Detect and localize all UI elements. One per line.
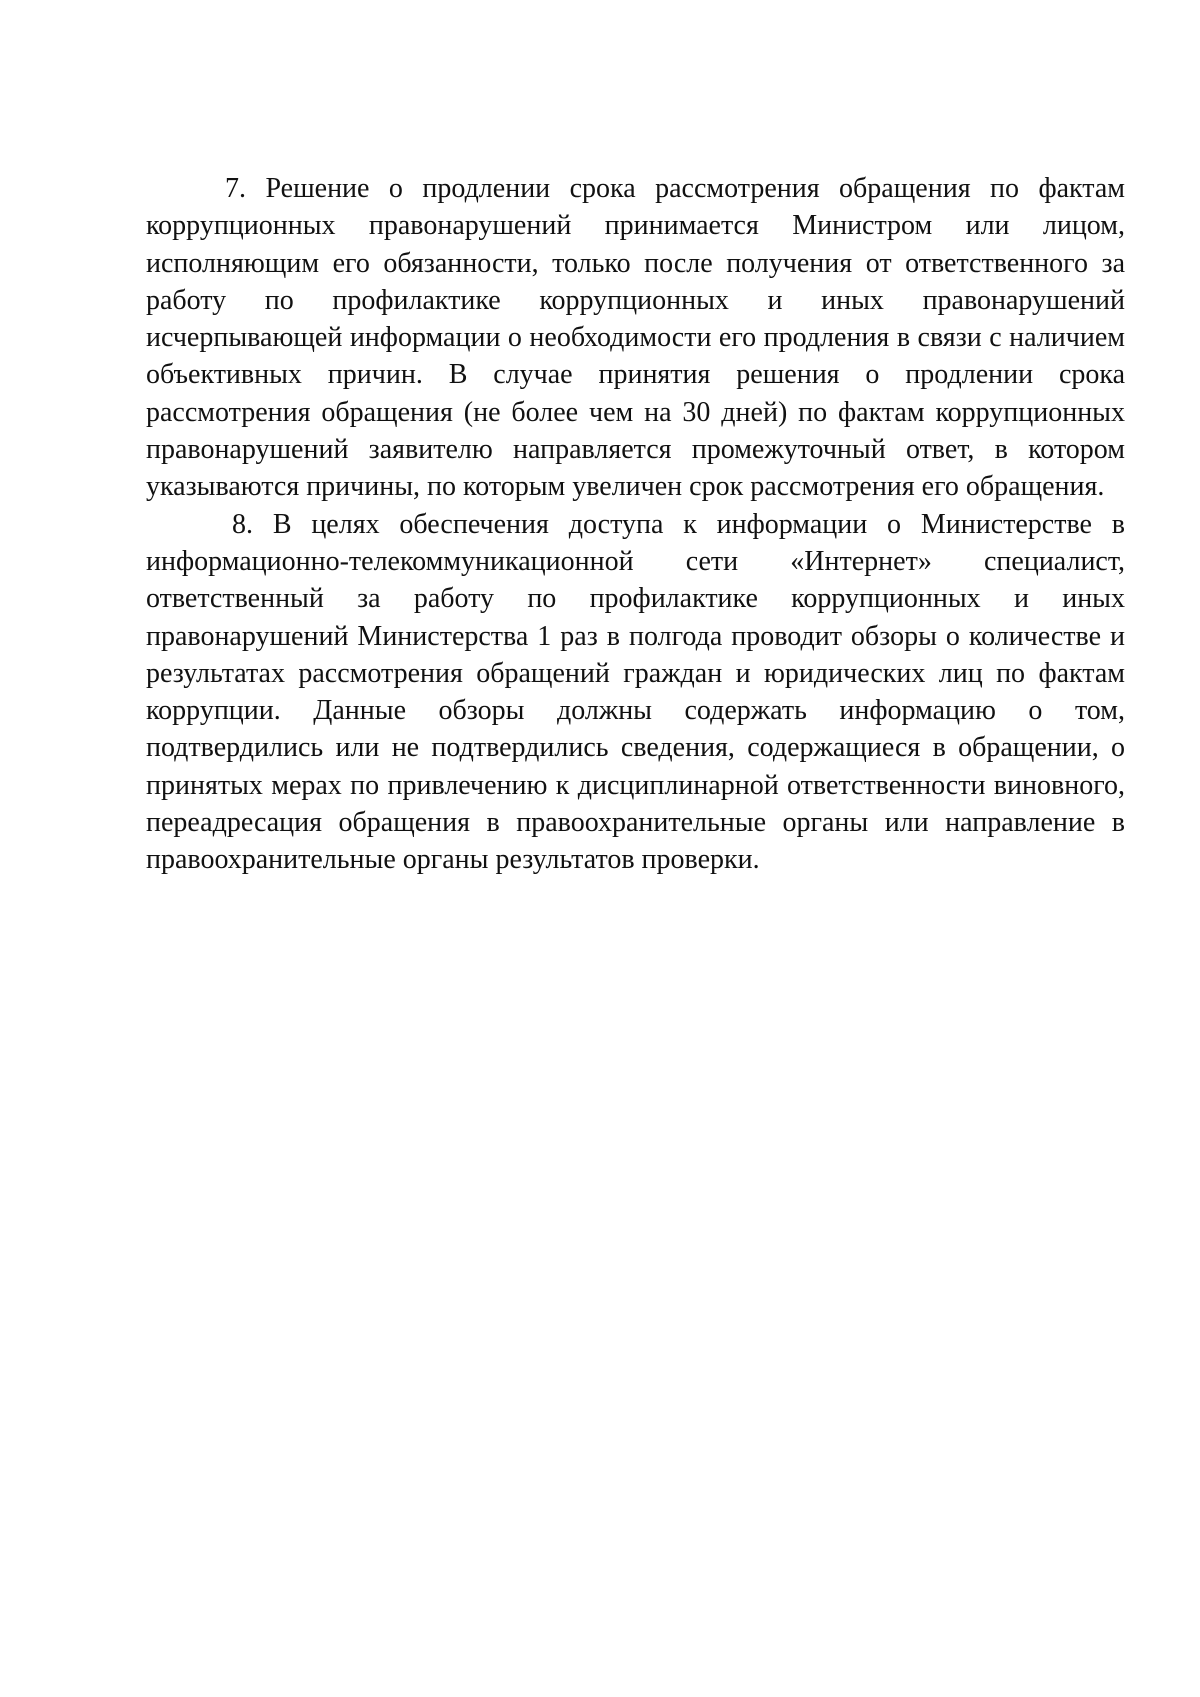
document-body (146, 170, 1125, 879)
paragraph-7: 7. Решение о продлении срока рассмотрения обращения по фактам коррупционных правонарушений принимается Министром или лицом, исполняющим его обязанности, только после получения от ответственного за работу по профилактике коррупционных и иных правонарушений исчерпывающей информации о необходимости его продления в связи с наличием объективных причин. В случае принятия решения о продлении срока рассмотрения обращения (не более чем на 30 дней) по фактам коррупционных правонарушений заявителю направляется промежуточный ответ, в котором указываются причины, по которым увеличен срок рассмотрения его обращения. (146, 173, 1125, 503)
paragraph-8: 8. В целях обеспечения доступа к информации о Министерстве в информационно-телекоммуникационной сети «Интернет» специалист, ответственный за работу по профилактике коррупционных и иных правонарушений Министерства 1 раз в полгода проводит обзоры о количестве и результатах рассмотрения обращений граждан и юридических лиц по фактам коррупции. Данные обзоры должны содержать информацию о том, подтвердились или не подтвердились сведения, содержащиеся в обращении, о принятых мерах по привлечению к дисциплинарной ответственности виновного, переадресация обращения в правоохранительные органы или направление в правоохранительные органы результатов проверки. (146, 508, 1125, 876)
